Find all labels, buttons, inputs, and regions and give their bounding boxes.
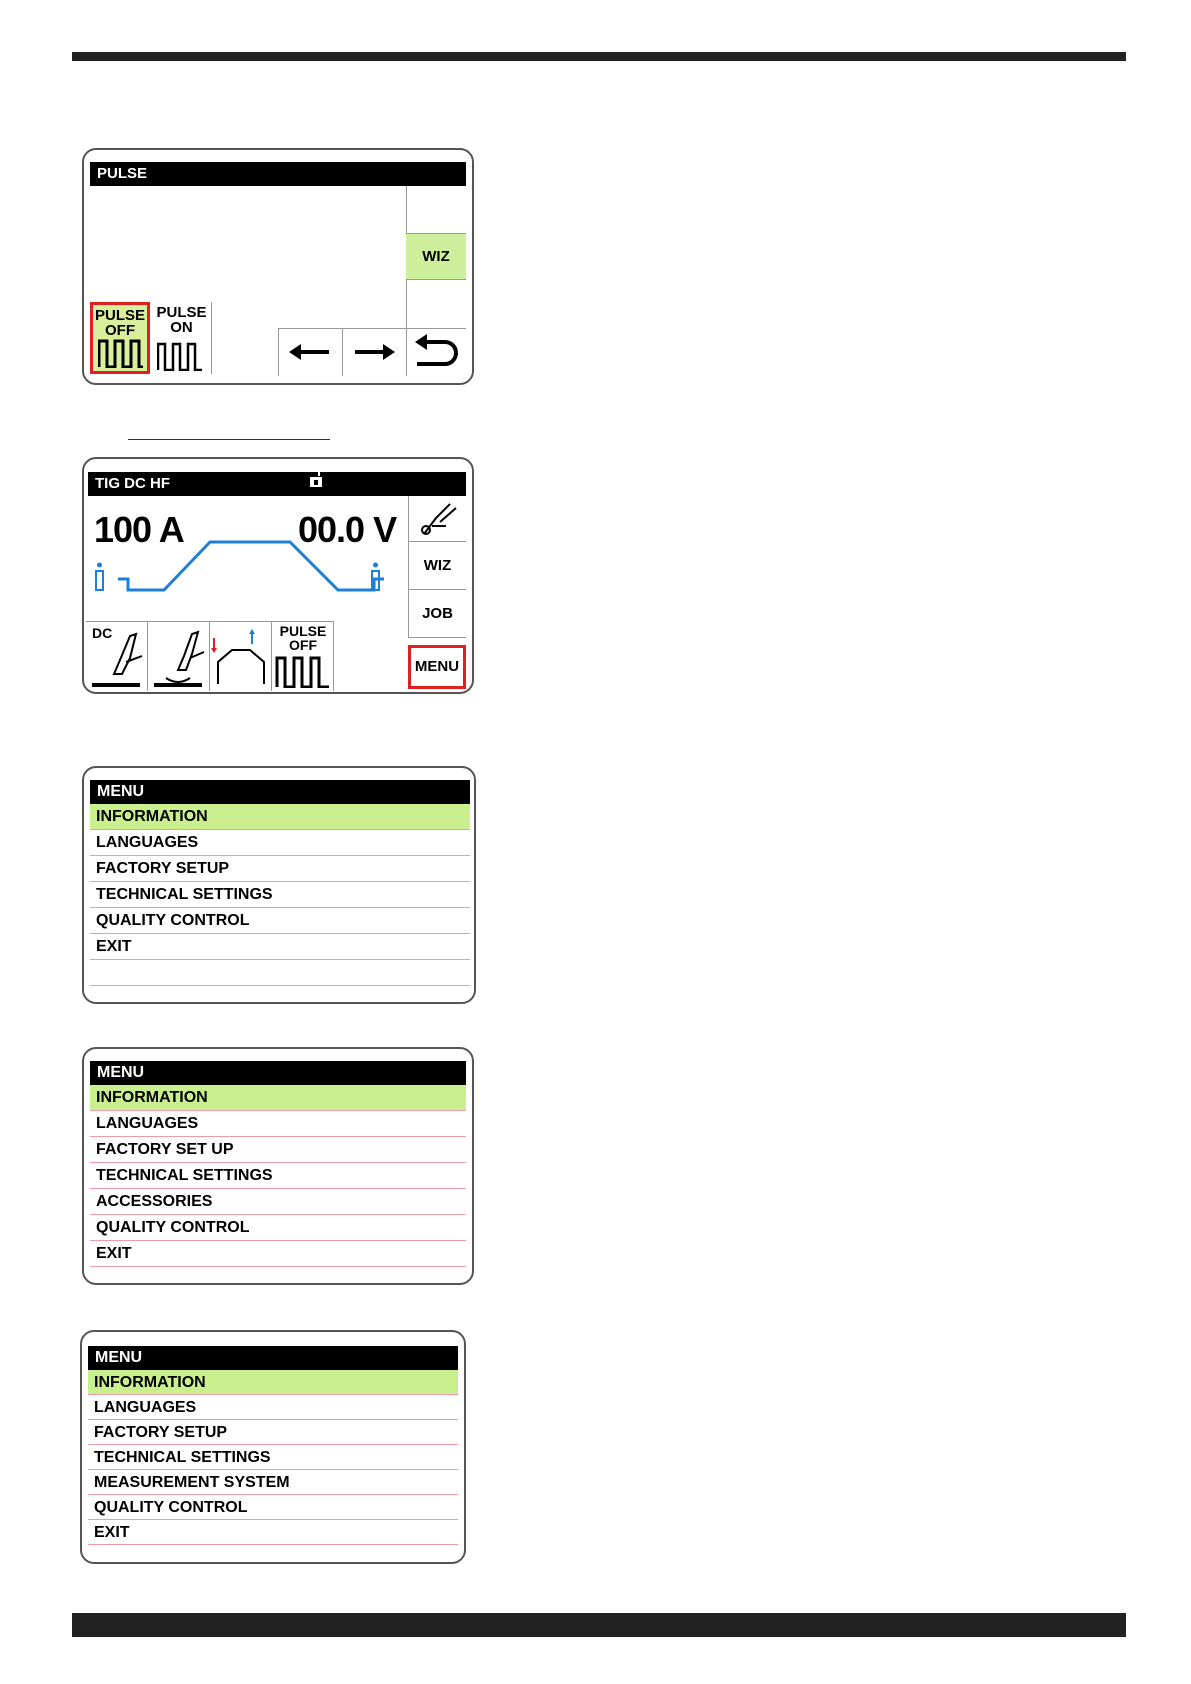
pulse-off-button[interactable] [272,621,334,691]
pulse-off-button[interactable] [90,302,150,374]
dc-label: DC [92,625,113,641]
menu-item-quality-control[interactable]: QUALITY CONTROL [90,1215,466,1241]
current-value: 100 A [94,509,184,550]
menu-title: MENU [90,1061,466,1085]
wiz-button[interactable]: WIZ [408,542,466,590]
menu-item-languages[interactable]: LANGUAGES [88,1395,458,1420]
menu-item-exit[interactable]: EXIT [90,934,470,960]
pulse-wave-icon [275,654,331,688]
back-button[interactable] [406,328,466,376]
voltage-value: 00.0 V [298,509,397,550]
menu-item-accessories[interactable]: ACCESSORIES [90,1189,466,1215]
menu-item-information[interactable]: INFORMATION [88,1370,458,1395]
wiz-button[interactable]: WIZ [406,233,466,280]
menu-item-technical-settings[interactable]: TECHNICAL SETTINGS [90,1163,466,1189]
menu-item-information[interactable]: INFORMATION [90,804,470,830]
pulse-wave-icon [157,341,203,371]
return-icon [407,329,465,375]
tig-main-screen [82,457,474,694]
welding-curve-graph [88,497,408,621]
pulse-wave-icon [98,338,144,368]
job-button[interactable]: JOB [408,590,466,638]
footer-rule [72,1613,1126,1637]
menu-item-quality-control[interactable]: QUALITY CONTROL [88,1495,458,1520]
gas-bottle-icon [96,563,103,591]
lock-icon [306,464,332,494]
hf-start-button[interactable] [148,621,210,691]
pulse-screen [82,148,474,385]
arrow-left-icon [279,329,341,375]
screen-title: PULSE [90,162,466,186]
slope-icon [210,622,270,690]
pulse-on-button[interactable] [152,302,212,374]
torch-icon [410,496,466,540]
menu-title: MENU [88,1346,458,1370]
menu-item-measurement-system[interactable]: MEASUREMENT SYSTEM [88,1470,458,1495]
menu-item-factory-set-up[interactable]: FACTORY SET UP [90,1137,466,1163]
menu-item-quality-control[interactable]: QUALITY CONTROL [90,908,470,934]
menu-screen-1 [82,766,476,1004]
screen-title: TIG DC HF [88,472,466,496]
torch-button[interactable] [408,496,466,542]
slope-settings-button[interactable] [210,621,272,691]
menu-item-factory-setup[interactable]: FACTORY SETUP [88,1420,458,1445]
menu-title: MENU [90,780,470,804]
menu-item-technical-settings[interactable]: TECHNICAL SETTINGS [90,882,470,908]
menu-screen-3 [80,1330,466,1564]
menu-item-languages[interactable]: LANGUAGES [90,830,470,856]
caption-underline [128,439,330,440]
menu-screen-2 [82,1047,474,1285]
menu-item-empty [90,960,470,986]
menu-item-technical-settings[interactable]: TECHNICAL SETTINGS [88,1445,458,1470]
pulse-off-label: PULSE OFF [94,307,145,339]
hf-torch-icon [148,622,208,690]
menu-item-languages[interactable]: LANGUAGES [90,1111,466,1137]
menu-item-exit[interactable]: EXIT [90,1241,466,1267]
arrow-right-icon [343,329,405,375]
header-rule [72,52,1126,61]
dc-mode-button[interactable] [86,621,148,691]
menu-item-exit[interactable]: EXIT [88,1520,458,1545]
arrow-right-button[interactable] [342,328,406,376]
pulse-off-label: PULSE OFF [279,623,327,653]
tig-torch-icon [86,622,146,690]
arrow-left-button[interactable] [278,328,342,376]
menu-item-information[interactable]: INFORMATION [90,1085,466,1111]
pulse-on-label: PULSE ON [156,304,207,336]
menu-item-factory-setup[interactable]: FACTORY SETUP [90,856,470,882]
menu-button[interactable]: MENU [408,645,466,689]
